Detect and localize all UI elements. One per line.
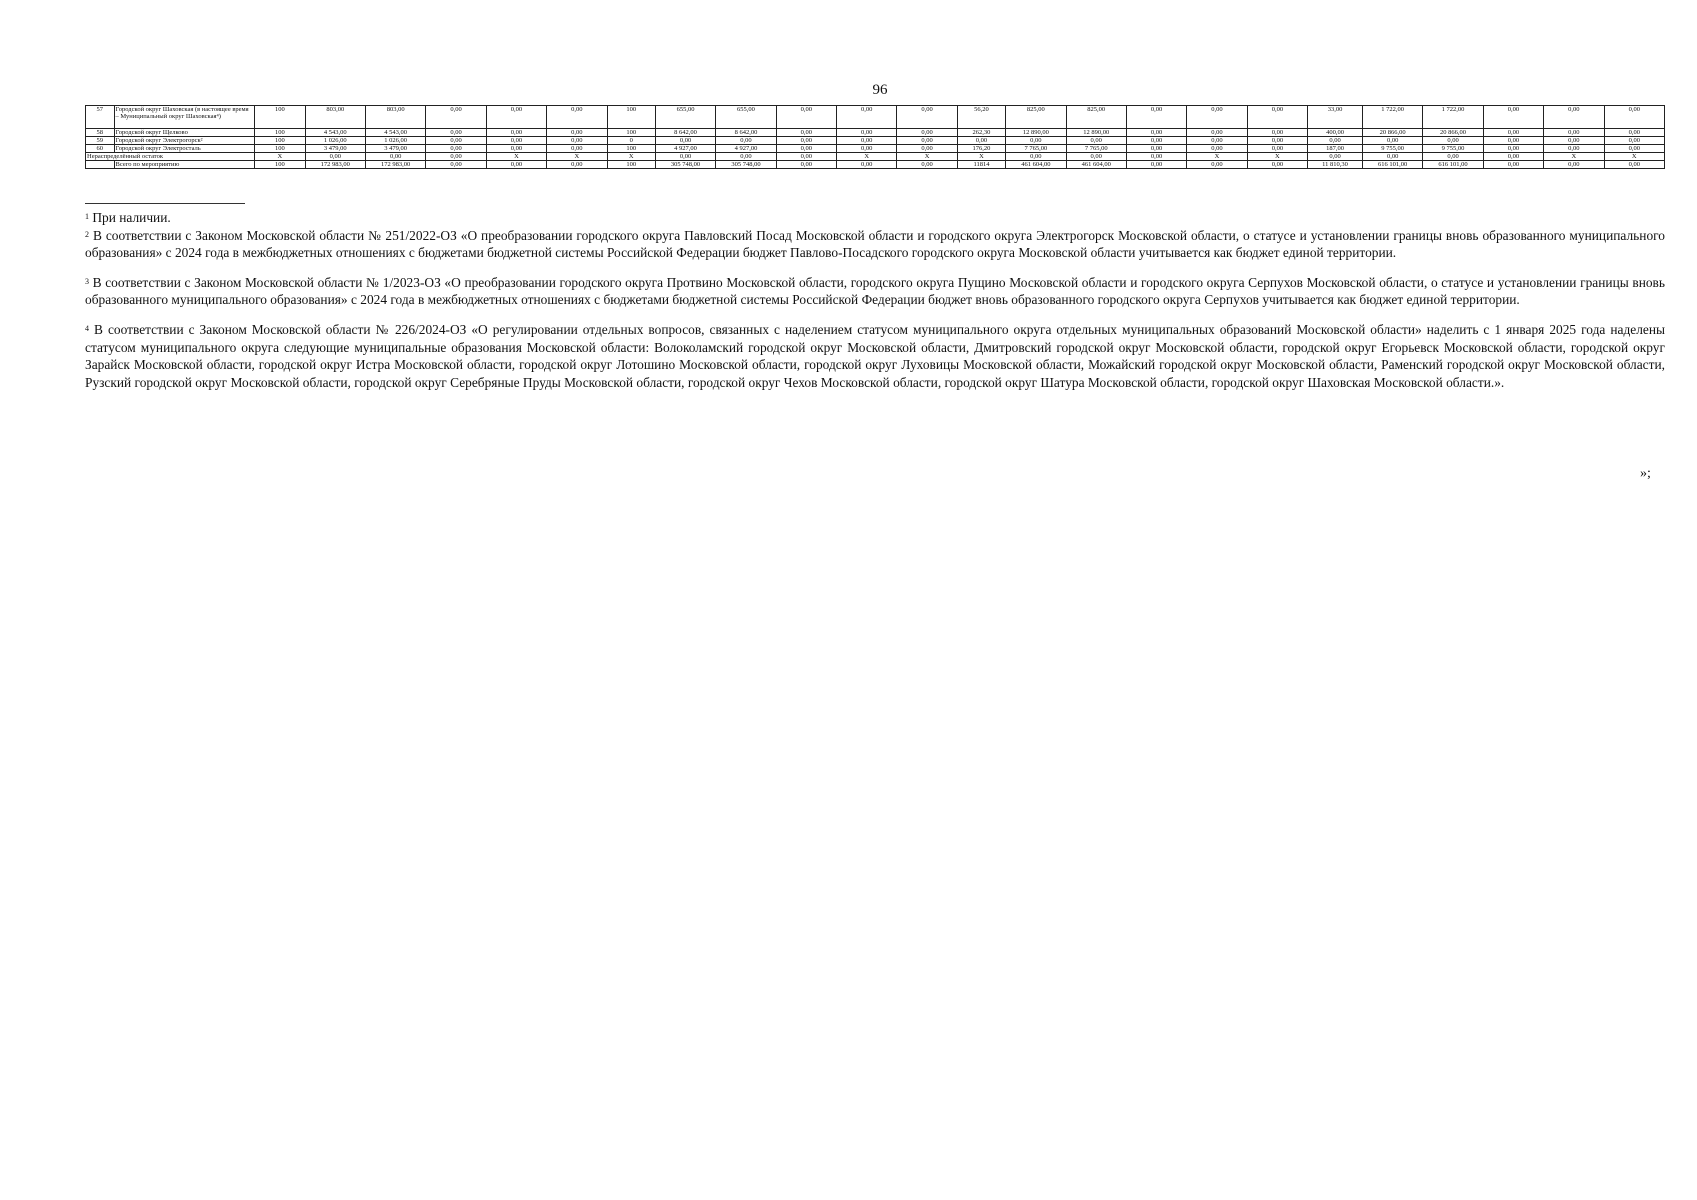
table-cell: 0,00 (486, 129, 546, 137)
table-cell: 20 866,00 (1362, 129, 1422, 137)
table-cell: 3 479,00 (305, 145, 365, 153)
table-cell: 4 927,00 (716, 145, 776, 153)
table-cell: 461 604,00 (1066, 161, 1126, 169)
table-cell: 0,00 (1483, 145, 1543, 153)
table-cell: 0,00 (486, 106, 546, 129)
table-cell: 3 479,00 (365, 145, 425, 153)
table-cell: 0,00 (1187, 137, 1247, 145)
table-cell: 0,00 (1483, 137, 1543, 145)
table-cell: 0,00 (1006, 153, 1066, 161)
table-cell: 0,00 (1126, 137, 1186, 145)
table-cell: 56,20 (957, 106, 1005, 129)
table-cell: 100 (255, 137, 306, 145)
row-number: 58 (86, 129, 115, 137)
table-cell: 0,00 (776, 129, 836, 137)
table-cell: 0,00 (1544, 145, 1604, 153)
table-cell: 0,00 (486, 137, 546, 145)
table-cell: 0,00 (1066, 153, 1126, 161)
table-row (86, 153, 1665, 161)
table-cell: 0,00 (957, 137, 1005, 145)
table-cell: 0,00 (1247, 137, 1307, 145)
table-cell: 0,00 (1126, 106, 1186, 129)
table-cell: 0,00 (716, 137, 776, 145)
table-cell: 0,00 (547, 137, 607, 145)
table-cell: 0,00 (776, 145, 836, 153)
table-cell: 0,00 (547, 161, 607, 169)
footnote-1 (85, 209, 1665, 227)
table-cell: 187,00 (1308, 145, 1363, 153)
table-cell: 11814 (957, 161, 1005, 169)
row-name: Нераспределённый остаток (86, 153, 255, 161)
table-cell: 0,00 (365, 153, 425, 161)
table-cell: 400,00 (1308, 129, 1363, 137)
table-cell: 20 866,00 (1423, 129, 1483, 137)
table-cell: 4 543,00 (365, 129, 425, 137)
table-cell: 176,20 (957, 145, 1005, 153)
table-cell: 100 (255, 129, 306, 137)
table-cell: 0,00 (837, 106, 897, 129)
table-cell: X (1544, 153, 1604, 161)
table-cell: 0,00 (776, 161, 836, 169)
row-number: 59 (86, 137, 115, 145)
footnote-mark: 3 (85, 276, 89, 286)
closing-quote-mark: »; (1640, 466, 1651, 481)
table-cell: 12 890,00 (1006, 129, 1066, 137)
row-number (86, 161, 115, 169)
table-row (86, 106, 1665, 129)
footnote-2 (85, 227, 1665, 262)
table-cell: X (1187, 153, 1247, 161)
footnotes (85, 209, 1665, 403)
table-cell: 0,00 (1126, 153, 1186, 161)
table-cell: 172 983,00 (365, 161, 425, 169)
footnote-text: В соответствии с Законом Московской области № 1/2023-ОЗ «О преобразовании городского округа Протвино Московской области, городского округа Пущино Московской области и городского округа Серпухов Московской области, о статусе и установлении границы вновь образованного муниципального образования» с 2024 года в межбюджетных отношениях с бюджетами бюджетной системы Российской Федерации бюджет вновь образованного городского округа Серпухов учитывается как бюджет единой территории. (85, 274, 1665, 308)
table-cell: 305 748,00 (655, 161, 715, 169)
table-cell: 0,00 (305, 153, 365, 161)
page-number: 96 (872, 82, 888, 98)
table-cell: 0,00 (1308, 137, 1363, 145)
table-cell: 825,00 (1006, 106, 1066, 129)
table-cell: 0,00 (1604, 106, 1664, 129)
table-cell: 0,00 (1362, 137, 1422, 145)
footnote-3 (85, 274, 1665, 309)
row-name: Городской округ Электросталь (114, 145, 255, 153)
table-cell: 0,00 (1483, 153, 1543, 161)
table-cell: 825,00 (1066, 106, 1126, 129)
table-cell: X (897, 153, 957, 161)
table-cell: 0,00 (1247, 129, 1307, 137)
table-cell: 0,00 (1066, 137, 1126, 145)
table-cell: 33,00 (1308, 106, 1363, 129)
table-cell: 0,00 (1126, 129, 1186, 137)
footnote-mark: 2 (85, 229, 89, 239)
table-cell: 0,00 (547, 129, 607, 137)
table-cell: 0,00 (1544, 161, 1604, 169)
table-cell: 0,00 (897, 137, 957, 145)
table-cell: 0,00 (655, 153, 715, 161)
table-cell: 4 543,00 (305, 129, 365, 137)
table-cell: 0,00 (837, 161, 897, 169)
table-cell: 0,00 (1604, 137, 1664, 145)
table-cell: 1 722,00 (1362, 106, 1422, 129)
table-cell: 0,00 (426, 137, 486, 145)
footnote-text: В соответствии с Законом Московской области № 251/2022-ОЗ «О преобразовании городского округа Павловский Посад Московской области и городского округа Электрогорск Московской области, о статусе и установлении границы вновь образованного муниципального образования» с 2024 года в межбюджетных отношениях с бюджетами бюджетной системы Российской Федерации бюджет Павлово-Посадского городского округа Московской области учитывается как бюджет единой территории. (85, 227, 1665, 261)
table-cell: 0,00 (1247, 161, 1307, 169)
table-cell: 0,00 (1187, 129, 1247, 137)
footnote-separator (85, 203, 245, 204)
table-cell: 1 026,00 (365, 137, 425, 145)
table-cell: 100 (607, 161, 655, 169)
table-cell: 0,00 (776, 153, 836, 161)
table-cell: 0,00 (1126, 145, 1186, 153)
row-name: Городской округ Шаховская (в настоящее время – Муниципальный округ Шаховская⁴) (114, 106, 255, 129)
table-cell: 0,00 (1187, 161, 1247, 169)
table-cell: 0,00 (1483, 161, 1543, 169)
table-cell: X (486, 153, 546, 161)
table-cell: X (957, 153, 1005, 161)
table-cell: 7 765,00 (1066, 145, 1126, 153)
table-cell: 0,00 (837, 145, 897, 153)
table-cell: 100 (607, 106, 655, 129)
table-cell: 655,00 (716, 106, 776, 129)
table-cell: 0,00 (1604, 161, 1664, 169)
footnote-mark: 4 (85, 323, 89, 333)
table-cell: 0,00 (1308, 153, 1363, 161)
row-number: 57 (86, 106, 115, 129)
table-row (86, 137, 1665, 145)
table-cell: X (607, 153, 655, 161)
table-cell: 0,00 (1126, 161, 1186, 169)
table-cell: 0,00 (1247, 145, 1307, 153)
table-cell: 100 (255, 106, 306, 129)
table-cell: 0,00 (1362, 153, 1422, 161)
table-cell: 9 755,00 (1362, 145, 1422, 153)
table-cell: 0,00 (486, 145, 546, 153)
table-cell: 0,00 (1604, 145, 1664, 153)
table-cell: 0,00 (1544, 129, 1604, 137)
table-cell: 0,00 (1187, 106, 1247, 129)
table-cell: X (837, 153, 897, 161)
table-cell: 0,00 (1544, 106, 1604, 129)
table-cell: 0,00 (776, 137, 836, 145)
table-row (86, 129, 1665, 137)
table-cell: 172 983,00 (305, 161, 365, 169)
table-cell: 305 748,00 (716, 161, 776, 169)
table-cell: 7 765,00 (1006, 145, 1066, 153)
table-cell: 0,00 (716, 153, 776, 161)
table-cell: 1 026,00 (305, 137, 365, 145)
table-cell: 0,00 (426, 129, 486, 137)
table-cell: 803,00 (305, 106, 365, 129)
table-cell: 9 755,00 (1423, 145, 1483, 153)
table-cell: 0,00 (1006, 137, 1066, 145)
footnote-4 (85, 321, 1665, 391)
table-cell: 0,00 (837, 129, 897, 137)
row-name: Городской округ Щелково (114, 129, 255, 137)
table-cell: 8 642,00 (716, 129, 776, 137)
table-cell: 0,00 (486, 161, 546, 169)
table-cell: 0,00 (547, 106, 607, 129)
table-cell: 0,00 (426, 161, 486, 169)
table-cell: 0,00 (1423, 153, 1483, 161)
table-cell: 100 (255, 145, 306, 153)
table-cell: 12 890,00 (1066, 129, 1126, 137)
table-cell: 0 (607, 137, 655, 145)
table-cell: 4 927,00 (655, 145, 715, 153)
table-cell: 8 642,00 (655, 129, 715, 137)
row-name: Городской округ Электрогорск² (114, 137, 255, 145)
footnote-text: При наличии. (92, 210, 171, 225)
table-cell: 616 101,00 (1362, 161, 1422, 169)
table-cell: 0,00 (547, 145, 607, 153)
table-cell: 0,00 (1544, 137, 1604, 145)
table-cell: 11 810,30 (1308, 161, 1363, 169)
table-cell: X (255, 153, 306, 161)
table-cell: 0,00 (426, 153, 486, 161)
table-cell: 0,00 (776, 106, 836, 129)
table-cell: 0,00 (837, 137, 897, 145)
table-cell: 0,00 (897, 129, 957, 137)
row-number: 60 (86, 145, 115, 153)
table-cell: 262,30 (957, 129, 1005, 137)
table-cell: 0,00 (655, 137, 715, 145)
table-cell: 100 (607, 145, 655, 153)
table-cell: 1 722,00 (1423, 106, 1483, 129)
footnote-mark: 1 (85, 212, 89, 221)
table-cell: X (1247, 153, 1307, 161)
row-name: Всего по мероприятию (114, 161, 255, 169)
table-cell: 803,00 (365, 106, 425, 129)
footnote-text: В соответствии с Законом Московской области № 226/2024-ОЗ «О регулировании отдельных вопросов, связанных с наделением статусом муниципального округа отдельных муниципальных образований Московской области» наделить с 1 января 2025 года наделены статусом муниципального округа следующие муниципальные образования Московской области: Волоколамский городской округ Московской области, Дмитровский городской округ Московской области, городской округ Егорьевск Московской области, городской округ Зарайск Московской области, городской округ Истра Московской области, городской округ Лотошино Московской области, городской округ Луховицы Московской области, Можайский городской округ Московской области, Раменский городской округ Московской области, Рузский городской округ Московской области, городской округ Серебряные Пруды Московской области, городской округ Чехов Московской области, городской округ Шатура Московской области, городской округ Шаховская Московской области.». (85, 321, 1665, 390)
table-cell: 0,00 (426, 106, 486, 129)
table-cell: 0,00 (426, 145, 486, 153)
budget-table (85, 105, 1665, 169)
table-row (86, 145, 1665, 153)
table-cell: 0,00 (1483, 106, 1543, 129)
table-cell: 0,00 (1604, 129, 1664, 137)
table-cell: 461 604,00 (1006, 161, 1066, 169)
table-cell: 0,00 (1423, 137, 1483, 145)
table-row (86, 161, 1665, 169)
table-cell: 0,00 (897, 145, 957, 153)
table-cell: 0,00 (1187, 145, 1247, 153)
table-cell: 0,00 (1247, 106, 1307, 129)
table-cell: 0,00 (1483, 129, 1543, 137)
table-cell: 100 (607, 129, 655, 137)
table-cell: 100 (255, 161, 306, 169)
table-cell: 655,00 (655, 106, 715, 129)
table-cell: X (1604, 153, 1664, 161)
table-cell: X (547, 153, 607, 161)
table-cell: 616 101,00 (1423, 161, 1483, 169)
table-cell: 0,00 (897, 106, 957, 129)
table-cell: 0,00 (897, 161, 957, 169)
